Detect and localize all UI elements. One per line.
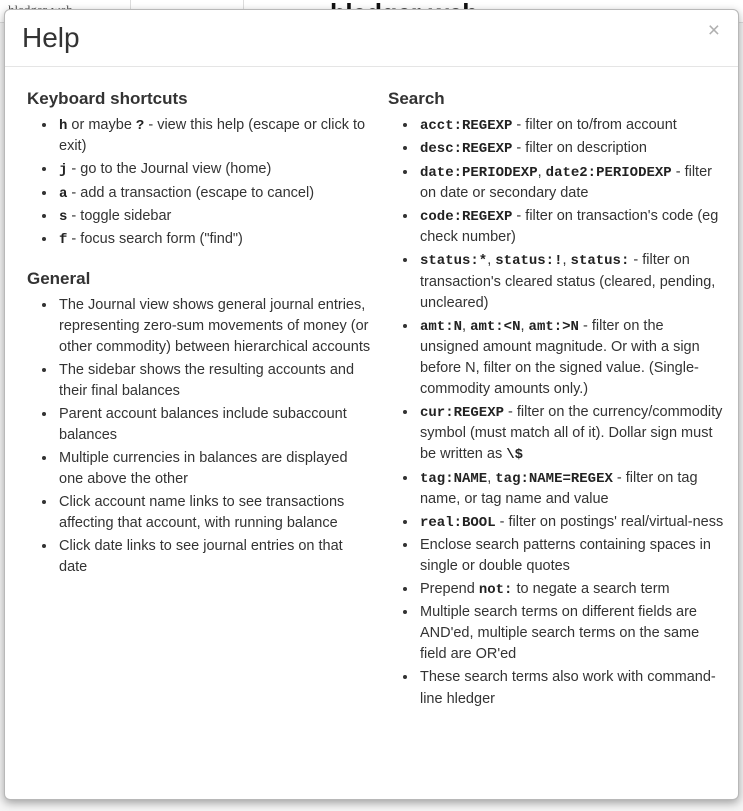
list-item: • These search terms also work with command-line hledger bbox=[418, 667, 724, 709]
list-item: • cur:REGEXP - filter on the currency/commodity symbol (must match all of it). Dollar sign must be written as \$ bbox=[418, 402, 724, 466]
help-modal-body bbox=[5, 67, 738, 722]
list-item: • Enclose search patterns containing spaces in single or double quotes bbox=[418, 535, 724, 577]
section-heading-keyboard-shortcuts: Keyboard shortcuts bbox=[27, 89, 188, 108]
list-item: • Click account name links to see transactions affecting that account, with running balance bbox=[57, 492, 372, 534]
section-heading-search: Search bbox=[387, 89, 445, 108]
list-item: • Multiple search terms on different fields are AND'ed, multiple search terms on the same field are OR'ed bbox=[418, 602, 724, 665]
list-item: • Parent account balances include subaccount balances bbox=[57, 404, 372, 446]
list-item: • real:BOOL - filter on postings' real/virtual-ness bbox=[418, 512, 724, 533]
list-item: • The sidebar shows the resulting accounts and their final balances bbox=[57, 360, 372, 402]
list-item: • amt:N, amt:<N, amt:>N - filter on the unsigned amount magnitude. Or with a sign before N, filter on the signed value. (Single-commodity amounts only.) bbox=[418, 316, 724, 400]
search-list bbox=[380, 115, 724, 710]
list-item: • desc:REGEXP - filter on description bbox=[418, 138, 724, 159]
help-left-column bbox=[19, 81, 380, 712]
help-modal-title: Help bbox=[22, 22, 80, 53]
close-icon[interactable]: × bbox=[704, 18, 724, 43]
list-item: • Multiple currencies in balances are displayed one above the other bbox=[57, 448, 372, 490]
help-modal bbox=[4, 9, 739, 800]
list-item: • j - go to the Journal view (home) bbox=[57, 159, 372, 180]
list-item: • Click date links to see journal entries on that date bbox=[57, 536, 372, 578]
section-heading-general: General bbox=[27, 268, 91, 288]
list-item: • tag:NAME, tag:NAME=REGEX - filter on tag name, or tag name and value bbox=[418, 468, 724, 510]
keyboard-shortcuts-list bbox=[19, 115, 372, 251]
list-item: • Prepend not: to negate a search term bbox=[418, 579, 724, 600]
list-item: • acct:REGEXP - filter on to/from account bbox=[418, 115, 724, 136]
list-item: • code:REGEXP - filter on transaction's code (eg check number) bbox=[418, 206, 724, 248]
help-right-column bbox=[380, 81, 724, 712]
list-item: • s - toggle sidebar bbox=[57, 206, 372, 227]
list-item: • The Journal view shows general journal entries, representing zero-sum movements of money (or other commodity) between hierarchical accounts bbox=[57, 295, 372, 358]
list-item: • f - focus search form ("find") bbox=[57, 229, 372, 250]
list-item: • a - add a transaction (escape to cancel) bbox=[57, 183, 372, 204]
help-modal-header bbox=[5, 10, 738, 67]
general-list bbox=[19, 295, 372, 578]
list-item: • status:*, status:!, status: - filter on transaction's cleared status (cleared, pending, uncleared) bbox=[418, 250, 724, 313]
list-item: • h or maybe ? - view this help (escape or click to exit) bbox=[57, 115, 372, 157]
list-item: • date:PERIODEXP, date2:PERIODEXP - filter on date or secondary date bbox=[418, 162, 724, 204]
